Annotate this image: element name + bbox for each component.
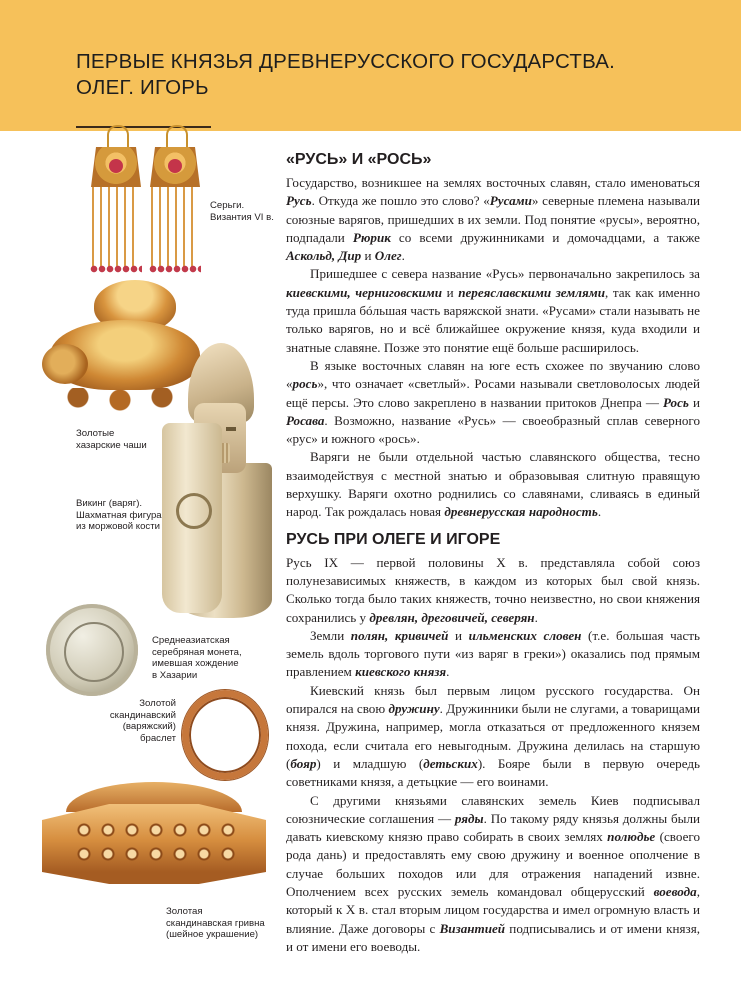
term: Рюрик: [352, 229, 391, 245]
text-run: и: [361, 248, 375, 264]
caption-line: Золотой: [139, 698, 176, 709]
text-run: . Возможно, название «Русь» — своеобразный сплав северного «рус» и южного «рось».: [286, 412, 700, 447]
text-run: .: [446, 664, 450, 680]
text-run: подписывались и от имени князя, и от имени его воеводы.: [286, 920, 700, 954]
caption-line: скандинавская гривна: [166, 917, 265, 929]
text-run: .: [597, 504, 602, 520]
term: полюдье: [607, 829, 656, 845]
term: Русами: [489, 193, 532, 209]
term: киевского князя: [355, 664, 447, 680]
text-run: . Откуда же пошло это слово? «: [311, 193, 490, 209]
text-run: Русь IX — первой половины X в. представляла собой союз полунезависимых княжеств, в каждом из которых был свой князь. Сколько тогда было таких княжеств, точно неизвестно, но свои княжения сохранились у: [286, 554, 700, 625]
earring-fringe: [151, 187, 199, 271]
earring-hook: [107, 125, 129, 149]
caption-earrings: [210, 200, 274, 223]
caption-line: Золотые: [76, 428, 115, 439]
term: Рось: [663, 394, 689, 410]
caption-line: браслет: [140, 732, 176, 744]
text-run: » северные племена называли союзные варягов, пришедших в их земли. Под понятие «русы», вероятно, подпадали: [286, 193, 700, 245]
text-run: С другими князьями славянских земель Киев подписывал союзнические соглашения —: [286, 792, 700, 826]
text-run: Киевский князь был первым лицом русского государства. Он опирался на свою: [286, 682, 700, 717]
caption-line: имевшая хождение: [152, 658, 239, 669]
earring-drops: [90, 265, 142, 273]
paragraph: [286, 627, 700, 682]
term: ильменских словен: [468, 627, 582, 643]
caption-chess: [76, 498, 162, 533]
term: киевскими, черниговскими: [286, 284, 443, 300]
term: переяславскими землями: [458, 284, 605, 300]
text-run: . По такому ряду князья должны были давать киевскому князю право собирать в своих землях: [286, 810, 701, 845]
term: ряды: [454, 810, 484, 826]
caption-line: Золотая: [166, 906, 203, 917]
paragraph: [286, 448, 700, 521]
text-run: (т.е. большая часть земель вдоль торгового пути «из варяг в греки») оказались под прямым правлением: [286, 627, 701, 680]
chess-figure-image: [162, 343, 284, 618]
earring-crown: [91, 147, 141, 187]
term: Олег: [374, 248, 402, 264]
section-heading-oleg-igor: РУСЬ ПРИ ОЛЕГЕ И ИГОРЕ: [286, 530, 501, 548]
paragraph: [286, 265, 700, 356]
paragraph: [286, 792, 700, 957]
caption-line: (шейное украшение): [166, 929, 259, 940]
term: полян, кривичей: [350, 627, 449, 643]
text-run: Земли: [310, 627, 351, 643]
text-run: , который к X в. стал вторым лицом государства и имел огромную власть и влияние. Даже договоры с: [286, 883, 700, 936]
term: Аскольд, Дир: [286, 248, 362, 264]
text-run: ) и младшую (: [316, 755, 424, 771]
term: детьских: [423, 755, 478, 771]
caption-line: Византия VI в.: [210, 211, 274, 223]
caption-line: (варяжский): [122, 721, 176, 732]
text-run: и: [448, 627, 469, 643]
caption-line: в Хазарии: [152, 669, 198, 681]
paragraph: [286, 174, 700, 265]
earring-left-image: [89, 131, 143, 271]
earring-fringe: [92, 187, 140, 271]
term: Русь: [286, 193, 312, 209]
text-run: и: [688, 394, 701, 410]
grivna-band: [42, 804, 266, 884]
paragraph: [286, 682, 700, 792]
caption-line: серебряная монета,: [152, 646, 242, 658]
text-run: .: [534, 609, 538, 625]
section-spacer: [286, 522, 700, 530]
term: дружину: [388, 701, 440, 717]
earring-drops: [149, 265, 201, 273]
term: древлян, дреговичей, северян: [369, 609, 535, 625]
caption-line: скандинавский: [109, 709, 176, 721]
caption-line: Шахматная фигура: [76, 509, 162, 521]
text-run: ). Бояре были в первую очередь советниками князя, а детьцкие — его воинами.: [286, 755, 700, 790]
caption-coin: [152, 635, 242, 681]
term: Византией: [439, 920, 506, 936]
earring-right-image: [148, 131, 202, 271]
caption-line: Викинг (варяг).: [76, 498, 143, 509]
term: рось: [292, 376, 318, 392]
main-text: [286, 150, 700, 956]
paragraph: [286, 357, 700, 448]
bracelet-image: [182, 690, 268, 780]
text-run: .: [401, 248, 405, 264]
term: Росава: [286, 412, 325, 428]
caption-line: из моржовой кости: [76, 521, 160, 532]
caption-grivna: [166, 906, 265, 941]
text-run: В языке восточных славян на юге есть схожее по звучанию слово «: [286, 357, 700, 392]
caption-line: Среднеазиатская: [152, 635, 230, 646]
text-run: », что означает «светлый». Росами называли светловолосых людей ещё персы. Это слово закреплено в названии притоков Днепра —: [286, 376, 700, 410]
text-run: со всеми дружинниками и домочадцами, а также: [390, 229, 700, 245]
caption-bracelet: [108, 698, 176, 744]
text-run: (своего рода дань) и предоставлять ему свою дружину и военное ополчение в случае больших походов или для отражения нападений извне. Ополчением всех русских земель командовал общерусский: [286, 829, 700, 899]
caption-line: Серьги.: [210, 200, 245, 211]
text-run: , так как именно туда пришла бóльшая часть варяжской знати. «Русами» стали называть не только варягов, но и всё ближайшее окружение князя, куда входили и знатные славяне. Позже это понятие ещё больше расширилось.: [286, 284, 700, 355]
coin-image: [46, 604, 138, 696]
bowl-handle: [42, 344, 88, 384]
earring-crown: [150, 147, 200, 187]
earring-hook: [166, 125, 188, 149]
section-heading-rus-ros: «РУСЬ» И «РОСЬ»: [286, 151, 432, 168]
text-run: Пришедшее с севера название «Русь» первоначально закрепилось за: [310, 266, 700, 282]
term: бояр: [290, 755, 317, 771]
title-line-1: ПЕРВЫЕ КНЯЗЬЯ ДРЕВНЕРУССКОГО ГОСУДАРСТВА.: [76, 50, 616, 73]
paragraph: [286, 554, 700, 627]
chess-shield: [162, 423, 222, 613]
caption-bowls: [76, 428, 147, 451]
text-run: Варяги не были отдельной частью славянского общества, тесно взаимодействуя с местной знатью и образовывая слитную правящую верхушку. Варяги охотно роднились со славянами, сливаясь в единый народ. Так рождалась новая: [286, 449, 700, 520]
grivna-image: [42, 774, 266, 904]
illustrations-column: [0, 0, 280, 1000]
caption-line: хазарские чаши: [76, 439, 147, 451]
term: древнерусская народность: [444, 504, 598, 520]
text-run: Государство, возникшее на землях восточных славян, стало именоваться: [286, 175, 700, 190]
term: воевода: [653, 883, 697, 899]
title-line-2: ОЛЕГ. ИГОРЬ: [76, 76, 209, 99]
text-run: и: [442, 284, 459, 300]
text-run: . Дружинники были не слугами, а товарищами князя. Дружина, например, могла отказаться от предложенного князем похода, если считала его невыгодным. Дружина делилась на старшую (: [286, 701, 700, 771]
